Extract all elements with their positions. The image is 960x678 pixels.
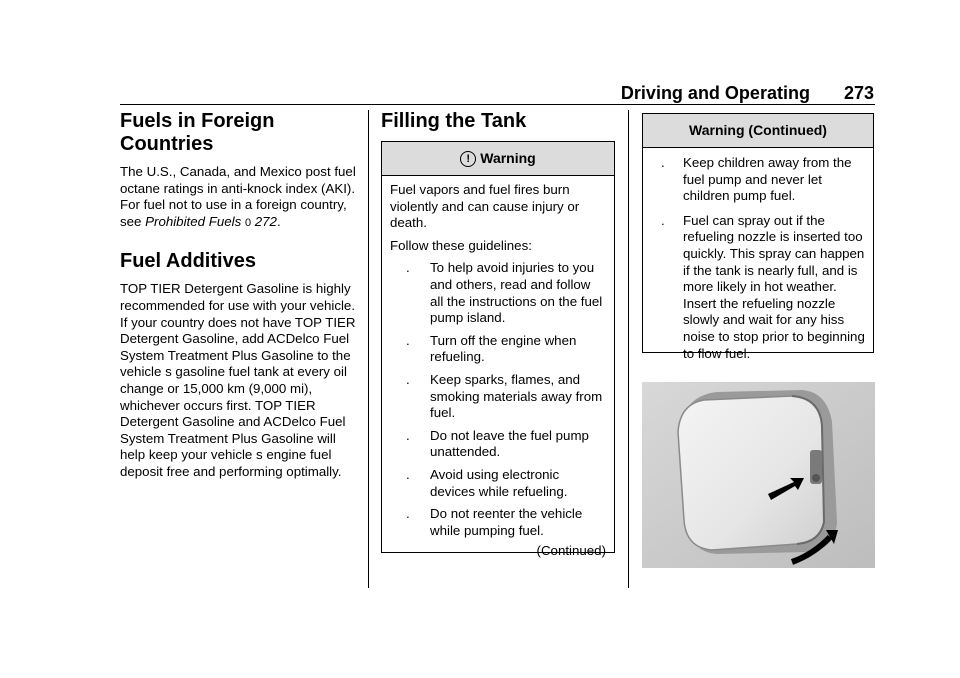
page-number: 273 xyxy=(843,83,874,103)
warning-body xyxy=(643,148,873,362)
bullet-dot: . xyxy=(406,466,410,482)
para-foreign-fuels xyxy=(120,164,356,231)
bullet-text: Do not reenter the vehicle while pumping fuel. xyxy=(430,506,583,538)
list-item xyxy=(400,372,606,422)
warning-box-continued xyxy=(642,113,874,361)
section-title: Driving and Operating xyxy=(620,83,810,103)
list-item xyxy=(400,260,606,326)
bullet-text: Turn off the engine when refueling. xyxy=(430,332,577,365)
fuel-door-illustration xyxy=(642,382,875,568)
heading-fuel-additives: Fuel Additives xyxy=(120,250,256,273)
para-foreign-text: The U.S., Canada, and Mexico post fuel octane ratings in anti-knock index (AKI). For fuel not to use in a foreign country, see xyxy=(120,164,356,229)
bullet-dot: . xyxy=(661,212,665,228)
warning-bullet-list xyxy=(390,260,606,539)
release-button-icon xyxy=(812,474,820,482)
header-rule xyxy=(120,104,875,105)
bullet-dot: . xyxy=(661,155,665,170)
warning-follow: Follow these guidelines: xyxy=(390,237,532,253)
column-3 xyxy=(642,113,874,361)
bullet-dot: . xyxy=(406,506,410,522)
bullet-text: Avoid using electronic devices while refueling. xyxy=(430,466,568,499)
column-2 xyxy=(381,110,615,559)
warning-body xyxy=(382,176,614,560)
xref-page[interactable]: 272 xyxy=(254,213,277,229)
bullet-dot: . xyxy=(406,332,410,348)
continued-note: (Continued) xyxy=(536,543,606,559)
bullet-dot: . xyxy=(406,371,410,387)
list-item xyxy=(655,155,867,205)
bullet-text: Fuel can spray out if the refueling nozzle is inserted too quickly. This spray can happen if the tank is nearly full, and is more likely in hot weather. Insert the refueling nozzle slowly and wait for any hiss noise to stop prior to beginning to flow fuel. xyxy=(683,212,865,361)
warning-bullet-list xyxy=(655,155,867,362)
list-item xyxy=(400,428,606,461)
para-fuel-additives: TOP TIER Detergent Gasoline is highly recommended for use with your vehicle. If your country does not have TOP TIER Detergent Gasoline, add ACDelco Fuel System Treatment Plus Gasoline to the vehicle s gasoline fuel tank at every oil change or 15,000 km (9,000 mi), whichever occurs first. TOP TIER Detergent Gasoline and ACDelco Fuel System Treatment Plus Gasoline will help keep your vehicle s engine fuel deposit free and performing optimally. xyxy=(120,281,356,479)
para-period: . xyxy=(276,213,281,229)
column-divider-2 xyxy=(628,110,629,588)
warning-header: Warning (Continued) xyxy=(643,114,873,148)
xref-symbol: 0 xyxy=(244,216,252,229)
bullet-text: To help avoid injuries to you and others, read and follow all the instructions on the fuel pump island. xyxy=(430,260,603,326)
bullet-text: Keep children away from the fuel pump and never let children pump fuel. xyxy=(683,155,852,204)
list-item xyxy=(400,467,606,500)
bullet-text: Keep sparks, flames, and smoking materials away from fuel. xyxy=(430,371,603,421)
fuel-door-illustration-svg xyxy=(642,382,875,568)
list-item xyxy=(655,213,867,362)
column-1 xyxy=(120,110,356,481)
fuel-door xyxy=(678,396,824,550)
warning-header xyxy=(382,142,614,176)
bullet-dot: . xyxy=(406,260,410,276)
warning-intro: Fuel vapors and fuel fires burn violently and can cause injury or death. xyxy=(390,182,580,231)
bullet-text: Do not leave the fuel pump unattended. xyxy=(430,427,589,460)
column-divider-1 xyxy=(368,110,369,588)
running-header xyxy=(621,83,874,104)
bullet-dot: . xyxy=(406,427,410,443)
heading-fuels-foreign: Fuels in Foreign Countries xyxy=(120,110,275,155)
warning-title: Warning xyxy=(480,150,536,166)
heading-filling-tank: Filling the Tank xyxy=(381,110,527,132)
xref-prohibited-fuels[interactable]: Prohibited Fuels xyxy=(145,213,242,229)
warning-box xyxy=(381,141,615,559)
list-item xyxy=(400,333,606,366)
warning-icon: ! xyxy=(460,151,476,167)
list-item xyxy=(400,506,606,539)
